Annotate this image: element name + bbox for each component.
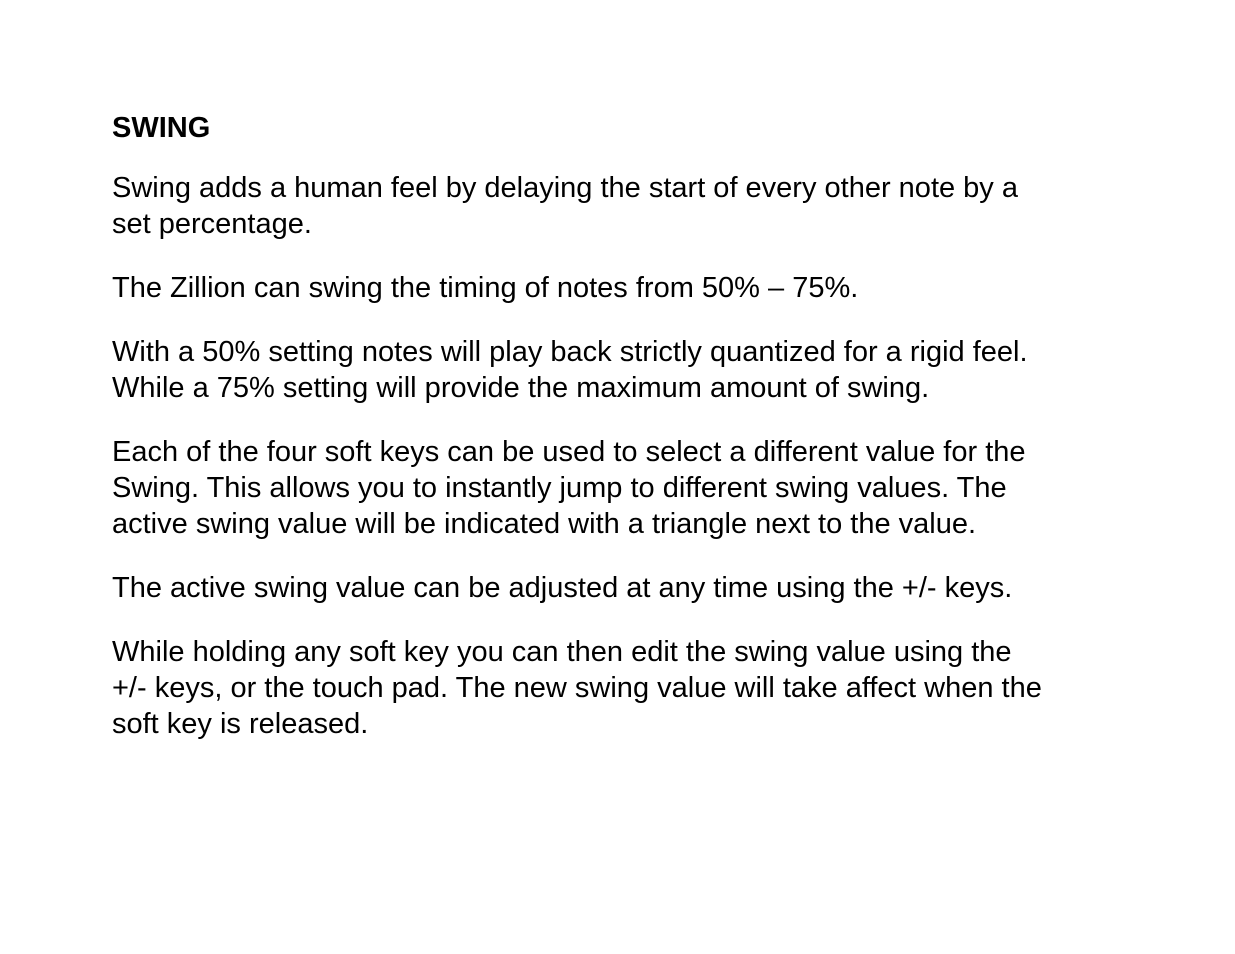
paragraph-swing-intro: Swing adds a human feel by delaying the start of every other note by a set percentage. [112,172,1018,240]
paragraph-soft-keys: Each of the four soft keys can be used to select a different value for the Swing. This allows you to instantly jump to different swing values. The active swing value will be indicated with a triangle next to the value. [112,436,1026,540]
paragraph-edit: While holding any soft key you can then edit the swing value using the +/- keys, or the touch pad. The new swing value will take affect when the soft key is released. [112,636,1042,740]
paragraph-adjust: The active swing value can be adjusted at any time using the +/- keys. [112,572,1013,604]
section-heading: SWING [112,112,211,144]
paragraph-swing-settings: With a 50% setting notes will play back strictly quantized for a rigid feel. While a 75% setting will provide the maximum amount of swing. [112,336,1028,404]
paragraph-swing-range: The Zillion can swing the timing of notes from 50% – 75%. [112,272,859,304]
document-page [112,110,1172,770]
